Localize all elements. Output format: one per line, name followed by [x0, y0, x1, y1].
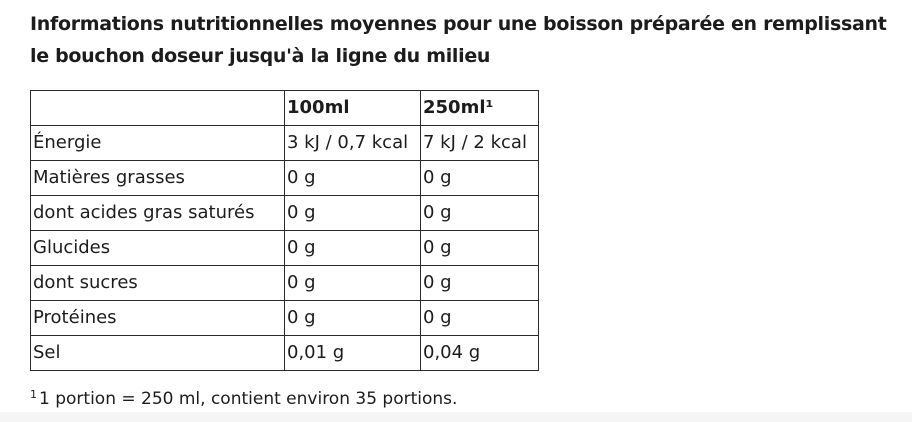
table-row	[31, 301, 539, 336]
value-250ml: 0 g	[421, 266, 539, 301]
footnote-text: 1 portion = 250 ml, contient environ 35 portions.	[39, 389, 458, 409]
value-100ml: 0 g	[285, 161, 421, 196]
value-100ml: 0,01 g	[285, 336, 421, 371]
header-cell-nutrient	[31, 91, 285, 126]
table-row	[31, 336, 539, 371]
footnote-marker: 1	[30, 388, 37, 401]
value-100ml: 0 g	[285, 301, 421, 336]
value-250ml: 0 g	[421, 161, 539, 196]
table-row	[31, 231, 539, 266]
nutrient-name: Protéines	[31, 301, 285, 336]
nutrient-name: Énergie	[31, 126, 285, 161]
header-cell-250ml: 250ml¹	[421, 91, 539, 126]
value-250ml: 0,04 g	[421, 336, 539, 371]
header-cell-100ml: 100ml	[285, 91, 421, 126]
nutrient-name: Matières grasses	[31, 161, 285, 196]
nutrient-name: dont sucres	[31, 266, 285, 301]
value-100ml: 0 g	[285, 231, 421, 266]
value-250ml: 0 g	[421, 231, 539, 266]
value-100ml: 0 g	[285, 196, 421, 231]
portion-footnote	[30, 384, 457, 410]
table-header-row	[31, 91, 539, 126]
table-row	[31, 161, 539, 196]
value-250ml: 7 kJ / 2 kcal	[421, 126, 539, 161]
nutrient-name: Glucides	[31, 231, 285, 266]
table-row	[31, 266, 539, 301]
value-250ml: 0 g	[421, 301, 539, 336]
table-row	[31, 196, 539, 231]
nutrition-heading: Informations nutritionnelles moyennes pour une boisson préparée en remplissant le bouchon doseur jusqu'à la ligne du milieu	[30, 13, 887, 67]
value-100ml: 0 g	[285, 266, 421, 301]
nutrient-name: dont acides gras saturés	[31, 196, 285, 231]
table-row	[31, 126, 539, 161]
bottom-band	[0, 412, 912, 422]
nutrition-table	[30, 90, 539, 371]
nutrient-name: Sel	[31, 336, 285, 371]
value-100ml: 3 kJ / 0,7 kcal	[285, 126, 421, 161]
value-250ml: 0 g	[421, 196, 539, 231]
